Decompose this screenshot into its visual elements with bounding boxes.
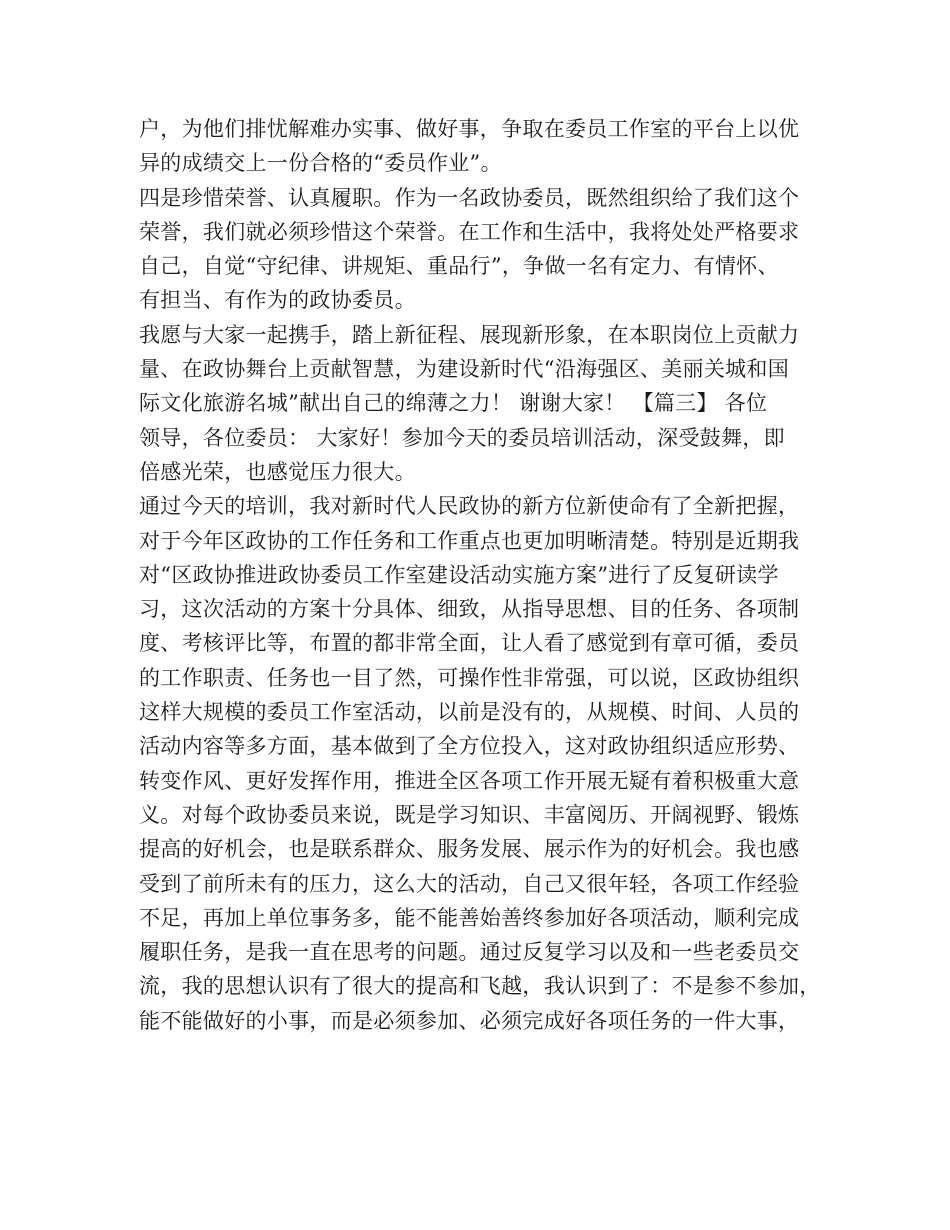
text-line: 自己，自觉“守纪律、讲规矩、重品行”，争做一名有定力、有情怀、 [139,254,779,279]
text-line: 异的成绩交上一份合格的“委员作业”。 [139,151,502,176]
text-line: 通过今天的培训，我对新时代人民政协的新方位新使命有了全新把握， [139,494,800,519]
body-text [139,112,819,1038]
text-line: 能不能做好的小事，而是必须参加、必须完成好各项任务的一件大事， [139,1008,800,1033]
text-line: 度、考核评比等，布置的都非常全面，让人看了感觉到有章可循，委员 [139,631,800,656]
text-line: 履职任务，是我一直在思考的问题。通过反复学习以及和一些老委员交 [139,940,800,965]
text-line: 对“区政协推进政协委员工作室建设活动实施方案”进行了反复研读学 [139,562,779,587]
text-line: 提高的好机会，也是联系群众、服务发展、展示作为的好机会。我也感 [139,837,800,862]
text-line: 荣誉，我们就必须珍惜这个荣誉。在工作和生活中，我将处处严格要求 [139,219,800,244]
text-line: 领导，各位委员： 大家好！参加今天的委员培训活动，深受鼓舞，即 [139,425,785,450]
text-line: 这样大规模的委员工作室活动，以前是没有的，从规模、时间、人员的 [139,700,800,725]
text-line: 户，为他们排忧解难办实事、做好事，争取在委员工作室的平台上以优 [139,117,800,141]
text-line: 倍感光荣，也感觉压力很大。 [139,459,416,484]
text-line: 的工作职责、任务也一目了然，可操作性非常强，可以说，区政协组织 [139,665,800,690]
text-line: 量、在政协舞台上贡献智慧，为建设新时代“沿海强区、美丽关城和国 [139,357,790,382]
text-line: 义。对每个政协委员来说，既是学习知识、丰富阅历、开阔视野、锻炼 [139,802,800,827]
text-line: 有担当、有作为的政协委员。 [139,288,416,313]
text-line: 四是珍惜荣誉、认真履职。作为一名政协委员，既然组织给了我们这个 [139,185,800,210]
text-line: 际文化旅游名城”献出自己的绵薄之力！ 谢谢大家！ 【篇三】 各位 [139,391,768,416]
text-line: 不足，再加上单位事务多，能不能善始善终参加好各项活动，顺利完成 [139,905,800,930]
text-line: 我愿与大家一起携手，踏上新征程、展现新形象，在本职岗位上贡献力 [139,322,800,347]
text-line: 受到了前所未有的压力，这么大的活动，自己又很年轻，各项工作经验 [139,871,800,896]
text-line: 活动内容等多方面，基本做到了全方位投入，这对政协组织适应形势、 [139,734,800,759]
text-line: 转变作风、更好发挥作用，推进全区各项工作开展无疑有着积极重大意 [139,768,800,793]
text-line: 习，这次活动的方案十分具体、细致，从指导思想、目的任务、各项制 [139,597,800,622]
text-line: 流，我的思想认识有了很大的提高和飞越，我认识到了：不是参不参加， [139,974,821,999]
text-line: 对于今年区政协的工作任务和工作重点也更加明晰清楚。特别是近期我 [139,528,800,553]
